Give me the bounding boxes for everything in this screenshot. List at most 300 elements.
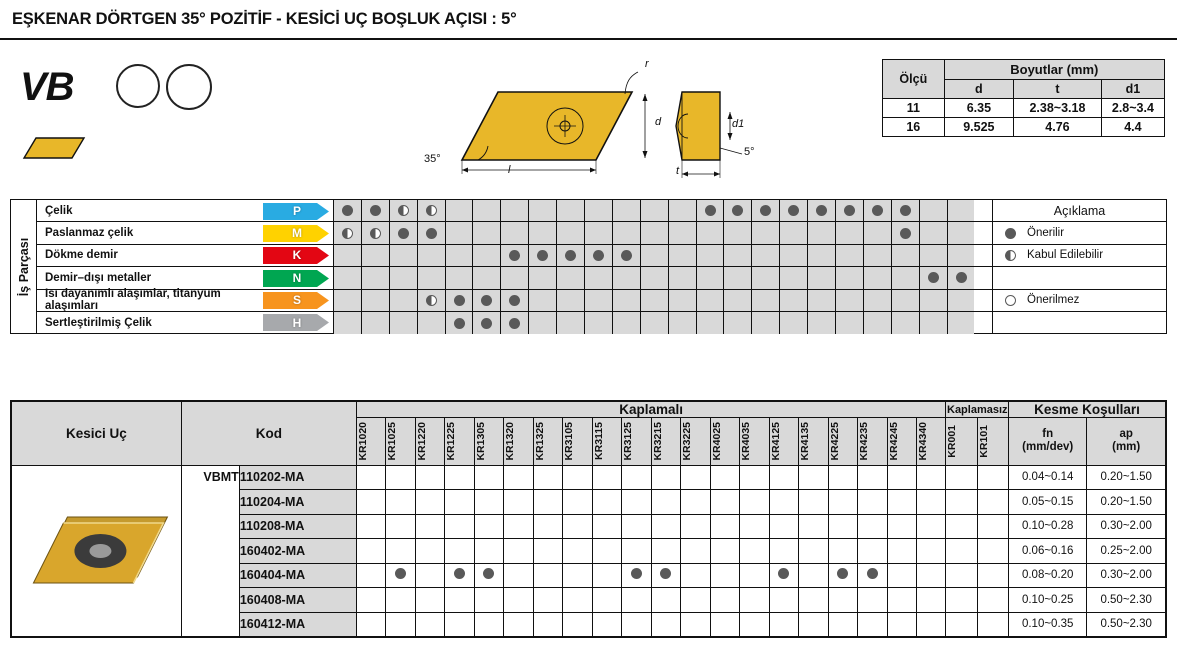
grade-availability-cell xyxy=(946,465,977,490)
material-grade-cell xyxy=(389,312,417,334)
grade-availability-cell xyxy=(681,465,710,490)
dimension-table xyxy=(882,59,1165,137)
grade-availability-cell xyxy=(858,465,887,490)
th-kesme-kosullari: Kesme Koşulları xyxy=(1009,402,1166,418)
grade-availability-cell xyxy=(740,465,769,490)
grade-availability-cell xyxy=(858,539,887,564)
material-grade-cell xyxy=(779,290,807,311)
material-grade-cell xyxy=(445,312,473,334)
material-grade-cell xyxy=(640,200,668,221)
material-grade-cell xyxy=(723,290,751,311)
grade-availability-cell xyxy=(533,514,562,539)
material-grade-cell xyxy=(528,290,556,311)
material-grade-cell xyxy=(361,267,389,288)
material-grade-cell xyxy=(612,200,640,221)
insert-code: 110208-MA xyxy=(239,514,356,539)
circle-icon-2 xyxy=(166,64,212,110)
dim-row xyxy=(883,99,1165,118)
material-grade-cell xyxy=(919,267,947,288)
material-grade-cell xyxy=(891,290,919,311)
dim-cell-d1: 4.4 xyxy=(1101,118,1164,137)
grade-availability-cell xyxy=(651,612,680,637)
material-grade-cell xyxy=(333,200,361,221)
grade-availability-cell xyxy=(799,588,828,613)
th-grade: KR4225 xyxy=(828,418,857,466)
material-grade-cell xyxy=(696,245,724,266)
material-grade-cell xyxy=(333,245,361,266)
open-dot xyxy=(993,295,1027,306)
grade-availability-cell xyxy=(887,465,916,490)
grade-availability-cell xyxy=(828,612,857,637)
material-grade-cell xyxy=(835,290,863,311)
th-grade: KR1325 xyxy=(533,418,562,466)
material-grade-cell xyxy=(668,222,696,243)
grade-availability-cell xyxy=(917,539,946,564)
material-grade-cell xyxy=(696,312,724,334)
material-grade-cell xyxy=(919,200,947,221)
fn-value: 0.10~0.35 xyxy=(1009,612,1087,637)
grade-availability-cell xyxy=(799,465,828,490)
grade-availability-cell xyxy=(946,563,977,588)
grade-availability-cell xyxy=(504,514,533,539)
material-grade-cell xyxy=(723,222,751,243)
material-grade-cell xyxy=(779,200,807,221)
th-grade: KR3125 xyxy=(622,418,651,466)
material-name: Dökme demir xyxy=(45,249,118,262)
th-ap: ap (mm) xyxy=(1087,418,1166,466)
grade-availability-cell xyxy=(799,563,828,588)
material-grade-cell xyxy=(863,200,891,221)
grade-availability-cell xyxy=(504,612,533,637)
material-grade-cell xyxy=(472,290,500,311)
material-grade-cell xyxy=(417,290,445,311)
material-name: Sertleştirilmiş Çelik xyxy=(45,317,152,330)
grade-availability-cell xyxy=(533,490,562,515)
material-group-flag xyxy=(261,222,333,243)
grade-availability-cell xyxy=(651,465,680,490)
material-grade-cell xyxy=(445,200,473,221)
grade-availability-cell xyxy=(445,539,474,564)
th-grade: KR3225 xyxy=(681,418,710,466)
grade-availability-cell xyxy=(533,539,562,564)
material-grade-cell xyxy=(723,312,751,334)
grade-availability-cell xyxy=(740,490,769,515)
grade-availability-cell xyxy=(977,490,1008,515)
material-grade-cell xyxy=(751,222,779,243)
grade-availability-cell xyxy=(622,465,651,490)
th-grade: KR1220 xyxy=(415,418,444,466)
fn-value: 0.04~0.14 xyxy=(1009,465,1087,490)
grade-availability-cell xyxy=(504,465,533,490)
grade-availability-cell xyxy=(977,588,1008,613)
grade-availability-cell xyxy=(474,465,503,490)
grade-availability-cell xyxy=(445,588,474,613)
material-grade-cell xyxy=(640,267,668,288)
grade-availability-cell xyxy=(592,490,621,515)
grade-availability-cell xyxy=(977,465,1008,490)
grade-availability-cell xyxy=(563,588,592,613)
grade-availability-cell xyxy=(977,563,1008,588)
grade-availability-cell xyxy=(474,588,503,613)
legend-label: Önerilmez xyxy=(1027,294,1080,307)
grade-availability-cell xyxy=(533,563,562,588)
grade-availability-cell xyxy=(356,563,385,588)
material-grade-cell xyxy=(389,290,417,311)
grade-availability-cell xyxy=(651,539,680,564)
grade-availability-cell xyxy=(651,563,680,588)
grade-availability-cell xyxy=(415,490,444,515)
th-grade: KR1320 xyxy=(504,418,533,466)
material-name: Isı dayanımlı alaşımlar, titanyum alaşımları xyxy=(45,288,221,313)
material-grade-cell xyxy=(696,290,724,311)
ap-value: 0.30~2.00 xyxy=(1087,514,1166,539)
grade-availability-cell xyxy=(386,588,415,613)
material-grade-cell xyxy=(668,290,696,311)
grade-availability-cell xyxy=(386,563,415,588)
material-grade-cell xyxy=(417,200,445,221)
material-grade-cell xyxy=(361,222,389,243)
grade-availability-cell xyxy=(917,465,946,490)
grade-availability-cell xyxy=(592,588,621,613)
grade-availability-cell xyxy=(592,514,621,539)
grade-availability-cell xyxy=(445,514,474,539)
dim-cell-d1: 2.8~3.4 xyxy=(1101,99,1164,118)
material-grade-cell xyxy=(919,245,947,266)
workpiece-side-label-text: İş Parçası xyxy=(16,237,31,296)
material-group-flag xyxy=(261,312,333,334)
material-name: Demir–dışı metaller xyxy=(45,271,152,284)
diagram-label-t: t xyxy=(676,165,680,177)
material-grade-cell xyxy=(640,312,668,334)
legend-cell xyxy=(992,290,1166,311)
th-grade: KR1020 xyxy=(356,418,385,466)
grade-availability-cell xyxy=(622,539,651,564)
material-grade-cell xyxy=(891,222,919,243)
th-grade: KR4135 xyxy=(799,418,828,466)
grade-availability-cell xyxy=(533,465,562,490)
material-grade-cell xyxy=(947,267,975,288)
fn-value: 0.08~0.20 xyxy=(1009,563,1087,588)
insert-code: 160412-MA xyxy=(239,612,356,637)
material-row xyxy=(37,312,1166,334)
material-grade-cell xyxy=(723,245,751,266)
half-dot xyxy=(993,250,1027,261)
legend-cell xyxy=(992,200,1166,221)
material-grade-cell xyxy=(751,312,779,334)
material-grade-cell xyxy=(919,222,947,243)
grade-availability-cell xyxy=(504,490,533,515)
material-grade-cell xyxy=(445,222,473,243)
grade-availability-cell xyxy=(415,612,444,637)
grade-availability-cell xyxy=(356,490,385,515)
th-grade: KR1025 xyxy=(386,418,415,466)
grade-availability-cell xyxy=(858,612,887,637)
material-grade-cell xyxy=(668,312,696,334)
material-grade-cell xyxy=(528,245,556,266)
grade-availability-cell xyxy=(828,514,857,539)
grade-availability-cell xyxy=(828,465,857,490)
grade-availability-cell xyxy=(415,539,444,564)
grade-availability-cell xyxy=(651,514,680,539)
grade-availability-cell xyxy=(858,514,887,539)
grade-availability-cell xyxy=(710,465,739,490)
material-grade-cell xyxy=(556,200,584,221)
material-group-letter: P xyxy=(292,203,301,218)
grade-availability-cell xyxy=(622,490,651,515)
material-row xyxy=(37,267,1166,289)
material-grade-cell xyxy=(751,290,779,311)
grade-availability-cell xyxy=(681,539,710,564)
grade-availability-cell xyxy=(474,490,503,515)
dim-row xyxy=(883,118,1165,137)
grade-availability-cell xyxy=(977,612,1008,637)
material-group-letter: M xyxy=(292,226,302,241)
material-grade-cell xyxy=(835,200,863,221)
grade-availability-cell xyxy=(917,612,946,637)
th-kaplamasiz: Kaplamasız xyxy=(947,403,1008,416)
grade-availability-cell xyxy=(386,490,415,515)
material-grade-cell xyxy=(500,200,528,221)
insert-code: 160404-MA xyxy=(239,563,356,588)
material-grade-cell xyxy=(751,200,779,221)
insert-grade-table xyxy=(10,400,1167,638)
grade-availability-cell xyxy=(740,588,769,613)
grade-availability-cell xyxy=(858,563,887,588)
insert-code: 160402-MA xyxy=(239,539,356,564)
ap-value: 0.50~2.30 xyxy=(1087,612,1166,637)
material-grade-cell xyxy=(723,267,751,288)
material-grade-cell xyxy=(835,312,863,334)
grade-availability-cell xyxy=(799,514,828,539)
dim-cell-olcu: 16 xyxy=(883,118,945,137)
material-grade-cell xyxy=(668,267,696,288)
material-grade-cell xyxy=(445,245,473,266)
diagram-label-r: r xyxy=(645,58,649,70)
material-grade-cell xyxy=(891,245,919,266)
material-grade-cell xyxy=(835,267,863,288)
grade-availability-cell xyxy=(445,563,474,588)
dim-cell-d: 6.35 xyxy=(944,99,1013,118)
material-group-flag xyxy=(261,290,333,311)
page-title: EŞKENAR DÖRTGEN 35° POZİTİF - KESİCİ UÇ BOŞLUK AÇISI : 5° xyxy=(12,10,517,28)
dim-cell-t: 4.76 xyxy=(1014,118,1102,137)
grade-availability-cell xyxy=(858,490,887,515)
material-grade-cell xyxy=(361,245,389,266)
material-rows xyxy=(37,200,1166,333)
material-grade-cell xyxy=(556,312,584,334)
material-grade-cell xyxy=(779,267,807,288)
grade-availability-cell xyxy=(917,588,946,613)
material-grade-cell xyxy=(500,245,528,266)
grade-availability-cell xyxy=(799,539,828,564)
material-group-letter: K xyxy=(292,248,302,263)
material-grade-cell xyxy=(947,312,975,334)
material-grade-cell xyxy=(612,290,640,311)
material-grade-cell xyxy=(947,200,975,221)
grade-availability-cell xyxy=(710,514,739,539)
grade-availability-cell xyxy=(946,612,977,637)
workpiece-material-table xyxy=(10,199,1167,334)
grade-availability-cell xyxy=(858,588,887,613)
th-grade: KR4125 xyxy=(769,418,798,466)
grade-availability-cell xyxy=(445,490,474,515)
dim-th-d: d xyxy=(944,80,1013,99)
grade-availability-cell xyxy=(769,588,798,613)
legend-label: Önerilir xyxy=(1027,227,1065,240)
material-grade-cell xyxy=(807,267,835,288)
grade-availability-cell xyxy=(769,465,798,490)
material-row xyxy=(37,245,1166,267)
material-grade-cell xyxy=(696,222,724,243)
material-grade-cell xyxy=(612,222,640,243)
legend-cell xyxy=(992,245,1166,266)
grade-availability-cell xyxy=(917,563,946,588)
grade-availability-cell xyxy=(474,539,503,564)
material-row xyxy=(37,222,1166,244)
dim-cell-olcu: 11 xyxy=(883,99,945,118)
material-grade-cell xyxy=(417,245,445,266)
dim-th-boyutlar: Boyutlar (mm) xyxy=(944,60,1164,80)
fn-value: 0.10~0.25 xyxy=(1009,588,1087,613)
diagram-label-d: d xyxy=(655,116,662,128)
grade-availability-cell xyxy=(622,563,651,588)
material-group-letter: H xyxy=(292,316,302,331)
material-grade-cell xyxy=(863,267,891,288)
material-grade-cell xyxy=(333,267,361,288)
grade-availability-cell xyxy=(681,490,710,515)
material-grade-cell xyxy=(417,222,445,243)
grade-availability-cell xyxy=(828,563,857,588)
dim-th-t: t xyxy=(1014,80,1102,99)
grade-availability-cell xyxy=(592,612,621,637)
material-grade-cell xyxy=(472,245,500,266)
material-grade-cell xyxy=(723,200,751,221)
th-kod: Kod xyxy=(181,402,356,466)
material-grade-cell xyxy=(863,222,891,243)
material-grade-cell xyxy=(472,222,500,243)
grade-availability-cell xyxy=(710,539,739,564)
material-grade-cell xyxy=(807,222,835,243)
grade-availability-cell xyxy=(356,465,385,490)
grade-availability-cell xyxy=(386,539,415,564)
diagram-label-5deg: 5° xyxy=(744,146,755,158)
material-grade-cell xyxy=(389,267,417,288)
grade-availability-cell xyxy=(977,539,1008,564)
grade-availability-cell xyxy=(563,563,592,588)
ap-value: 0.20~1.50 xyxy=(1087,490,1166,515)
workpiece-side-label xyxy=(11,200,37,333)
material-grade-cell xyxy=(584,200,612,221)
th-grade: KR4245 xyxy=(887,418,916,466)
material-grade-cell xyxy=(779,312,807,334)
grade-availability-cell xyxy=(415,514,444,539)
grade-availability-cell xyxy=(946,588,977,613)
material-name: Paslanmaz çelik xyxy=(45,227,134,240)
material-grade-cell xyxy=(751,245,779,266)
material-grade-cell xyxy=(556,290,584,311)
grade-availability-cell xyxy=(917,514,946,539)
material-grade-cell xyxy=(863,290,891,311)
material-grade-cell xyxy=(528,200,556,221)
grade-availability-cell xyxy=(356,588,385,613)
grade-availability-cell xyxy=(887,563,916,588)
insert-code: 110202-MA xyxy=(239,465,356,490)
material-grade-cell xyxy=(528,222,556,243)
th-grade: KR4035 xyxy=(740,418,769,466)
circle-icon-1 xyxy=(116,64,160,108)
dim-th-d1: d1 xyxy=(1101,80,1164,99)
material-group-flag xyxy=(261,267,333,288)
grade-availability-cell xyxy=(415,465,444,490)
grade-availability-cell xyxy=(946,539,977,564)
th-kesici-uc: Kesici Uç xyxy=(12,402,182,466)
material-grade-cell xyxy=(835,222,863,243)
material-row xyxy=(37,290,1166,312)
material-grade-cell xyxy=(668,200,696,221)
grade-availability-cell xyxy=(681,514,710,539)
grade-availability-cell xyxy=(887,514,916,539)
grade-availability-cell xyxy=(799,612,828,637)
grade-availability-cell xyxy=(887,612,916,637)
title-rule xyxy=(0,38,1177,40)
grade-availability-cell xyxy=(946,514,977,539)
material-grade-cell xyxy=(389,200,417,221)
material-grade-cell xyxy=(807,290,835,311)
material-grade-cell xyxy=(472,312,500,334)
material-grade-cell xyxy=(947,290,975,311)
grade-availability-cell xyxy=(386,612,415,637)
th-grade: KR4025 xyxy=(710,418,739,466)
material-group-flag xyxy=(261,245,333,266)
grade-availability-cell xyxy=(651,588,680,613)
ap-value: 0.20~1.50 xyxy=(1087,465,1166,490)
grade-availability-cell xyxy=(681,563,710,588)
material-grade-cell xyxy=(919,312,947,334)
th-grade: KR3105 xyxy=(563,418,592,466)
material-grade-cell xyxy=(640,245,668,266)
ap-value: 0.25~2.00 xyxy=(1087,539,1166,564)
ap-value: 0.50~2.30 xyxy=(1087,588,1166,613)
grade-availability-cell xyxy=(356,539,385,564)
material-grade-cell xyxy=(835,245,863,266)
grade-availability-cell xyxy=(504,539,533,564)
material-grade-cell xyxy=(612,245,640,266)
grade-availability-cell xyxy=(769,539,798,564)
diagram-label-l: l xyxy=(508,164,511,176)
grade-availability-cell xyxy=(563,490,592,515)
material-grade-cell xyxy=(696,200,724,221)
grade-availability-cell xyxy=(533,588,562,613)
grade-availability-cell xyxy=(681,612,710,637)
material-grade-cell xyxy=(863,245,891,266)
grade-availability-cell xyxy=(740,539,769,564)
th-grade: KR4235 xyxy=(858,418,887,466)
grade-availability-cell xyxy=(769,514,798,539)
grade-availability-cell xyxy=(415,563,444,588)
fn-value: 0.05~0.15 xyxy=(1009,490,1087,515)
th-grade: KR1305 xyxy=(474,418,503,466)
th-kaplamali: Kaplamalı xyxy=(356,402,946,418)
grade-availability-cell xyxy=(622,588,651,613)
grade-availability-cell xyxy=(504,588,533,613)
material-grade-cell xyxy=(417,312,445,334)
th-grade: KR1225 xyxy=(445,418,474,466)
material-grade-cell xyxy=(500,222,528,243)
insert-code: 160408-MA xyxy=(239,588,356,613)
grade-availability-cell xyxy=(386,514,415,539)
th-grade: KR3215 xyxy=(651,418,680,466)
grade-availability-cell xyxy=(710,612,739,637)
